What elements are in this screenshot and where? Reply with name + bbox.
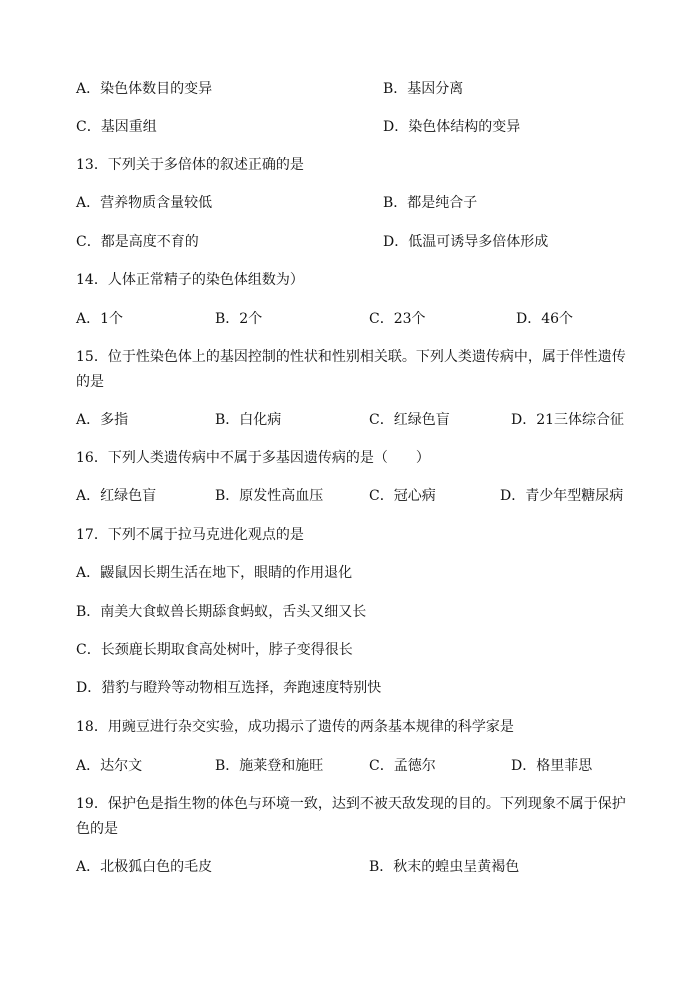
q19-stem-line2: 色的是: [76, 821, 118, 837]
q18-stem: 18．用豌豆进行杂交实验，成功揭示了遗传的两条基本规律的科学家是: [76, 719, 514, 735]
q17-option-b: B．南美大食蚁兽长期舔食蚂蚁，舌头又细又长: [76, 604, 367, 620]
q15-option-b: B．白化病: [215, 412, 282, 428]
q13-option-b: B．都是纯合子: [383, 195, 478, 211]
q18-option-b: B．施莱登和施旺: [215, 758, 324, 774]
q12-option-d: D．染色体结构的变异: [383, 119, 521, 135]
q13-stem: 13．下列关于多倍体的叙述正确的是: [76, 157, 304, 173]
q17-option-c: C．长颈鹿长期取食高处树叶，脖子变得很长: [76, 642, 353, 658]
q19-stem-line1: 19．保护色是指生物的体色与环境一致，达到不被天敌发现的目的。下列现象不属于保护: [76, 796, 626, 812]
q19-option-a: A．北极狐白色的毛皮: [76, 859, 213, 875]
q15-stem-line1: 15．位于性染色体上的基因控制的性状和性别相关联。下列人类遗传病中，属于伴性遗传: [76, 349, 626, 365]
q15-option-d: D．21三体综合征: [511, 412, 625, 428]
q12-option-b: B．基因分离: [383, 81, 464, 97]
q14-option-a: A．1个: [76, 311, 124, 327]
q18-option-d: D．格里菲思: [511, 758, 593, 774]
q16-option-d: D．青少年型糖尿病: [500, 488, 624, 504]
q18-option-c: C．孟德尔: [369, 758, 436, 774]
q16-option-a: A．红绿色盲: [76, 488, 157, 504]
q19-option-b: B．秋末的蝗虫呈黄褐色: [369, 859, 520, 875]
q13-option-a: A．营养物质含量较低: [76, 195, 213, 211]
q14-option-b: B．2个: [215, 311, 263, 327]
q12-option-c: C．基因重组: [76, 119, 157, 135]
q16-option-c: C．冠心病: [369, 488, 436, 504]
q15-stem-line2: 的是: [76, 374, 104, 390]
q13-option-d: D．低温可诱导多倍体形成: [383, 234, 549, 250]
q18-option-a: A．达尔文: [76, 758, 143, 774]
q16-stem: 16．下列人类遗传病中不属于多基因遗传病的是（ ）: [76, 450, 430, 466]
q17-option-d: D．猎豹与瞪羚等动物相互选择，奔跑速度特别快: [76, 680, 382, 696]
q17-stem: 17．下列不属于拉马克进化观点的是: [76, 527, 304, 543]
q12-option-a: A．染色体数目的变异: [76, 81, 213, 97]
q17-option-a: A．鼹鼠因长期生活在地下，眼睛的作用退化: [76, 565, 353, 581]
q16-option-b: B．原发性高血压: [215, 488, 324, 504]
q14-option-d: D．46个: [516, 311, 574, 327]
q15-option-c: C．红绿色盲: [369, 412, 450, 428]
q14-stem: 14．人体正常精子的染色体组数为）: [76, 272, 304, 288]
q13-option-c: C．都是高度不育的: [76, 234, 199, 250]
q15-option-a: A．多指: [76, 412, 129, 428]
q14-option-c: C．23个: [369, 311, 426, 327]
